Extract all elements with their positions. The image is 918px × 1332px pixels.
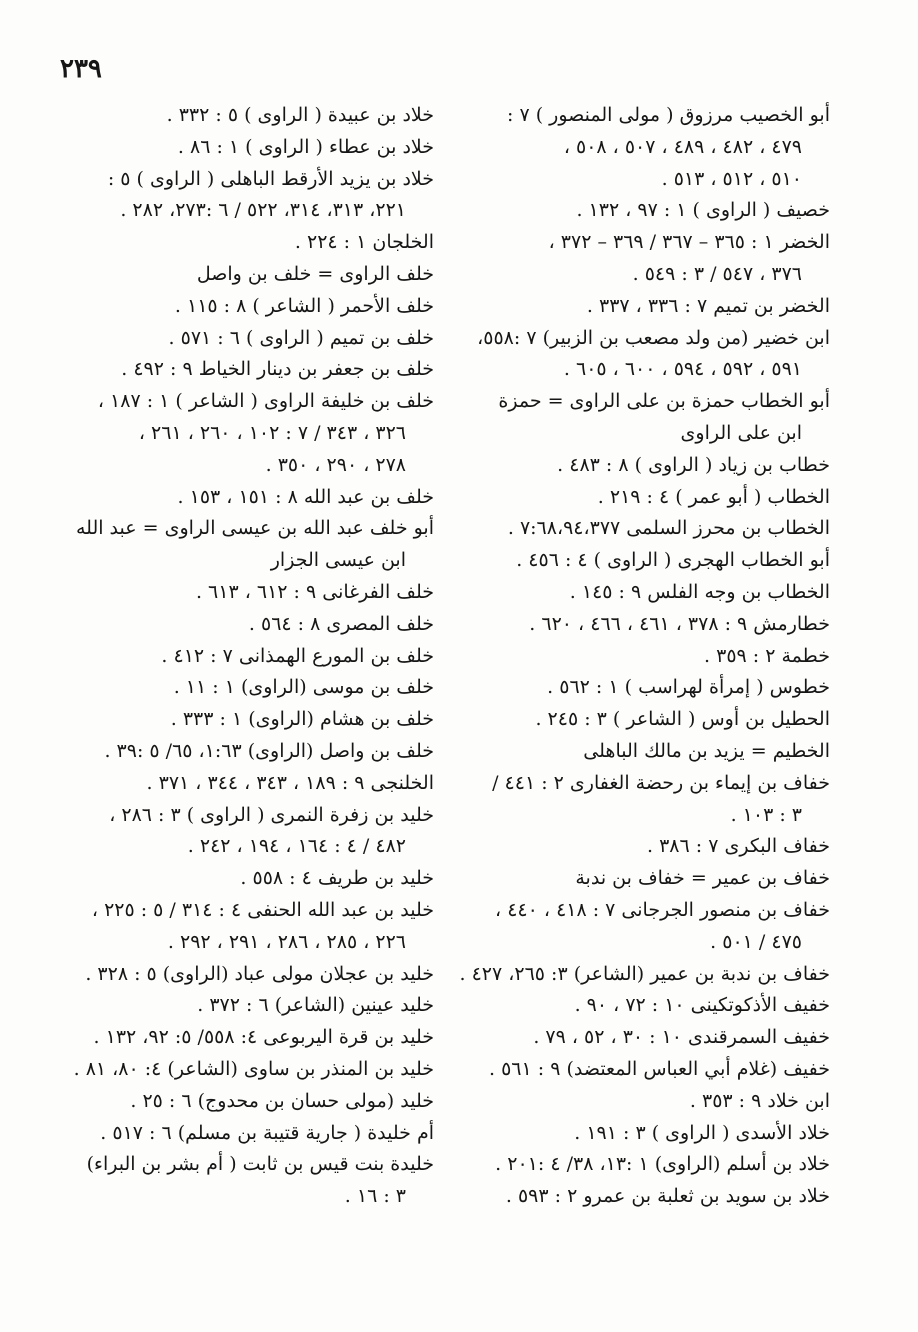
entry-heading-line: خليد بن عبد الله الحنفى ٤ : ٣١٤ / ٥ : ٢٢٥ ، [91, 898, 434, 921]
index-entry [12, 1022, 434, 1054]
index-entry [12, 291, 434, 323]
entry-heading-line: الخضر بن تميم ٧ : ٣٣٦ ، ٣٣٧ . [586, 294, 830, 317]
index-entry [12, 704, 434, 736]
index-entry [466, 736, 830, 768]
entry-continuation-line: ٥١٠ ، ٥١٢ ، ٥١٣ . [661, 167, 802, 190]
entry-heading-line: خلاد بن عبيدة ( الراوى ) ٥ : ٣٣٢ . [166, 104, 434, 126]
entry-heading-line: خطاب بن زياد ( الراوى ) ٨ : ٤٨٣ . [557, 453, 830, 476]
index-entry [12, 259, 434, 291]
entry-heading-line: خليد بن قرة اليربوعى ٤: ٥٥٨/ ٥: ٩٢، ١٣٢ . [93, 1026, 434, 1049]
entry-continuation-line: ٤٧٩ ، ٤٨٢ ، ٤٨٩ ، ٥٠٧ ، ٥٠٨ ، [563, 135, 802, 158]
entry-heading-line: خفاف بن إيماء بن رحضة الغفارى ٢ : ٤٤١ / [492, 771, 830, 794]
entry-heading-line: خلف بن هشام (الراوى) ١ : ٣٣٣ . [170, 708, 434, 731]
entry-heading-line: الحطيل بن أوس ( الشاعر ) ٣ : ٢٤٥ . [535, 708, 830, 731]
entry-heading-line: خفاف البكرى ٧ : ٣٨٦ . [647, 835, 830, 858]
index-entry [12, 354, 434, 386]
index-entry [466, 641, 830, 673]
entry-continuation-line: ٣ : ١٦ . [344, 1185, 406, 1208]
entry-heading-line: خفاف بن ندبة بن عمير (الشاعر) ٣: ٢٦٥، ٤٢٧ . [459, 962, 830, 985]
entry-heading-line: خلف بن موسى (الراوى) ١ : ١١ . [173, 676, 434, 699]
index-column-left [12, 100, 434, 1213]
index-entry [12, 482, 434, 514]
page-number: ٢٣٩ [60, 54, 102, 84]
entry-heading-line: الخطاب ( أبو عمر ) ٤ : ٢١٩ . [597, 485, 830, 508]
entry-heading-line: خليد (مولى حسان بن محدوج) ٦ : ٢٥ . [130, 1089, 434, 1112]
index-entry [466, 100, 830, 195]
entry-heading-line: الخلجان ١ : ٢٢٤ . [294, 231, 434, 254]
index-entry [12, 895, 434, 959]
entry-heading-line: خليدة بنت قيس بن ثابت ( أم بشر بن البراء) [86, 1153, 434, 1176]
index-entry [466, 482, 830, 514]
entry-heading-line: خلاد بن أسلم (الراوى) ١ :١٣، ٣٨/ ٤ :٢٠١ . [495, 1153, 830, 1176]
index-entry [12, 736, 434, 768]
entry-continuation-line: ابن على الراوى [680, 421, 802, 444]
entry-heading-line: الخلنجى ٩ : ١٨٩ ، ٣٤٣ ، ٣٤٤ ، ٣٧١ . [146, 771, 434, 794]
entry-heading-line: خطمة ٢ : ٣٥٩ . [704, 644, 830, 667]
index-entry [466, 895, 830, 959]
entry-heading-line: خليد عينين (الشاعر) ٦ : ٣٧٢ . [197, 994, 434, 1017]
index-entry [466, 1086, 830, 1118]
index-entry [12, 609, 434, 641]
index-entry [466, 1118, 830, 1150]
entry-heading-line: خليد بن عجلان مولى عباد (الراوى) ٥ : ٣٢٨ . [85, 962, 434, 985]
index-entry [466, 609, 830, 641]
entry-continuation-line: ٤٨٢ / ٤ : ١٦٤ ، ١٩٤ ، ٢٤٢ . [187, 835, 406, 858]
entry-heading-line: خليد بن المنذر بن ساوى (الشاعر) ٤: ٨٠، ٨١ . [73, 1057, 434, 1080]
index-entry [466, 323, 830, 387]
entry-continuation-line: ٢٢١، ٣١٣، ٣١٤، ٥٢٢ / ٦ :٢٧٣، ٢٨٢ . [120, 199, 406, 222]
index-entry [12, 1086, 434, 1118]
entry-heading-line: أم خليدة ( جارية قتيبة بن مسلم) ٦ : ٥١٧ . [100, 1121, 434, 1144]
entry-heading-line: خلف بن تميم ( الراوى ) ٦ : ٥٧١ . [168, 326, 434, 349]
index-entry [466, 513, 830, 545]
index-entry [12, 768, 434, 800]
index-entry [466, 1181, 830, 1213]
entry-heading-line: خلاد الأسدى ( الراوى ) ٣ : ١٩١ . [574, 1121, 830, 1144]
entry-heading-line: خلف الراوى = خلف بن واصل [196, 262, 434, 285]
entry-continuation-line: ٥٩١ ، ٥٩٢ ، ٥٩٤ ، ٦٠٠ ، ٦٠٥ . [563, 358, 802, 381]
index-entry [12, 1054, 434, 1086]
index-entry [12, 164, 434, 228]
entry-heading-line: خفاف بن عمير = خفاف بن ندبة [575, 867, 830, 890]
entry-continuation-line: ٤٧٥ / ٥٠١ . [710, 930, 802, 953]
index-entry [466, 863, 830, 895]
index-entry [466, 672, 830, 704]
entry-heading-line: خلف الأحمر ( الشاعر ) ٨ : ١١٥ . [174, 294, 434, 317]
index-entry [466, 768, 830, 832]
index-entry [466, 704, 830, 736]
index-entry [12, 1149, 434, 1213]
entry-continuation-line: ٢٢٦ ، ٢٨٥ ، ٢٨٦ ، ٢٩١ ، ٢٩٢ . [167, 930, 406, 953]
entry-heading-line: أبو خلف عبد الله بن عيسى الراوى = عبد الله [75, 517, 434, 540]
index-entry [459, 959, 830, 991]
entry-continuation-line: ٣٧٦ ، ٥٤٧ / ٣ : ٥٤٩ . [632, 262, 802, 285]
index-entry [12, 386, 434, 481]
entry-heading-line: خفاف بن منصور الجرجانى ٧ : ٤١٨ ، ٤٤٠ ، [495, 898, 830, 921]
index-entry [466, 291, 830, 323]
entry-continuation-line: ٢٧٨ ، ٢٩٠ ، ٣٥٠ . [265, 453, 406, 476]
entry-heading-line: الخضر ١ : ٣٦٥ – ٣٦٧ / ٣٦٩ – ٣٧٢ ، [548, 231, 830, 254]
entry-heading-line: خلاد بن يزيد الأرقط الباهلى ( الراوى ) ٥ : [107, 167, 434, 190]
index-entry [466, 990, 830, 1022]
entry-continuation-line: ابن عيسى الجزار [270, 549, 406, 572]
entry-heading-line: خلف بن واصل (الراوى) ١:٦٣، ٦٥/ ٥ :٣٩ . [104, 739, 434, 762]
index-entry [466, 195, 830, 227]
entry-heading-line: خصيف ( الراوى ) ١ : ٩٧ ، ١٣٢ . [576, 199, 830, 222]
entry-heading-line: الخطاب بن وجه الفلس ٩ : ١٤٥ . [569, 580, 830, 603]
entry-heading-line: ابن خضير (من ولد مصعب بن الزبير) ٧ :٥٥٨، [477, 326, 830, 349]
entry-heading-line: أبو الخصيب مرزوق ( مولى المنصور ) ٧ : [507, 104, 830, 126]
entry-heading-line: خطوس ( إمرأة لهراسب ) ١ : ٥٦٢ . [547, 676, 830, 699]
index-entry [12, 959, 434, 991]
entry-heading-line: خلف الفرغانى ٩ : ٦١٢ ، ٦١٣ . [195, 580, 434, 603]
entry-heading-line: ابن خلاد ٩ : ٣٥٣ . [689, 1089, 830, 1112]
entry-heading-line: خلف بن خليفة الراوى ( الشاعر ) ١ : ١٨٧ ، [97, 390, 434, 413]
entry-heading-line: خلف بن جعفر بن دينار الخياط ٩ : ٤٩٢ . [121, 358, 434, 381]
index-entry [12, 577, 434, 609]
index-entry [12, 100, 434, 132]
entry-heading-line: خلف المصرى ٨ : ٥٦٤ . [248, 612, 434, 635]
entry-heading-line: أبو الخطاب حمزة بن على الراوى = حمزة [498, 390, 830, 413]
index-entry [12, 863, 434, 895]
entry-heading-line: خلف بن عبد الله ٨ : ١٥١ ، ١٥٣ . [177, 485, 434, 508]
entry-heading-line: خلاد بن عطاء ( الراوى ) ١ : ٨٦ . [177, 135, 434, 158]
entry-heading-line: خطارمش ٩ : ٣٧٨ ، ٤٦١ ، ٤٦٦ ، ٦٢٠ . [529, 612, 830, 635]
index-entry [12, 513, 434, 577]
index-entry [12, 641, 434, 673]
entry-heading-line: الخطاب بن محرز السلمى ٧:٦٨،٩٤،٣٧٧ . [507, 517, 830, 540]
index-entry [12, 132, 434, 164]
entry-heading-line: خليد بن زفرة النمرى ( الراوى ) ٣ : ٢٨٦ ، [109, 803, 434, 826]
entry-heading-line: الخطيم = يزيد بن مالك الباهلى [583, 739, 830, 762]
entry-continuation-line: ٣٢٦ ، ٣٤٣ / ٧ : ١٠٢ ، ٢٦٠ ، ٢٦١ ، [138, 421, 406, 444]
index-entry [466, 450, 830, 482]
index-entry [466, 1022, 830, 1054]
entry-heading-line: خفيف السمرقندى ١٠ : ٣٠ ، ٥٢ ، ٧٩ . [533, 1026, 830, 1049]
entry-heading-line: خفيف (غلام أبي العباس المعتضد) ٩ : ٥٦١ . [489, 1057, 830, 1080]
index-entry [12, 990, 434, 1022]
index-entry [466, 227, 830, 291]
index-entry [466, 577, 830, 609]
entry-heading-line: أبو الخطاب الهجرى ( الراوى ) ٤ : ٤٥٦ . [516, 549, 830, 572]
index-entry [466, 386, 830, 450]
entry-continuation-line: ٣ : ١٠٣ . [730, 803, 802, 826]
index-entry [466, 545, 830, 577]
index-entry [12, 672, 434, 704]
entry-heading-line: خفيف الأذكوتكينى ١٠ : ٧٢ ، ٩٠ . [574, 994, 830, 1017]
entry-heading-line: خليد بن طريف ٤ : ٥٥٨ . [240, 867, 434, 890]
index-column-right [459, 100, 830, 1213]
entry-heading-line: خلاد بن سويد بن ثعلبة بن عمرو ٢ : ٥٩٣ . [505, 1185, 830, 1208]
entry-heading-line: خلف بن المورع الهمذانى ٧ : ٤١٢ . [161, 644, 434, 667]
index-entry [12, 800, 434, 864]
index-entry [466, 1054, 830, 1086]
index-entry [12, 323, 434, 355]
index-entry [466, 831, 830, 863]
index-entry [466, 1149, 830, 1181]
index-entry [12, 227, 434, 259]
index-entry [12, 1118, 434, 1150]
